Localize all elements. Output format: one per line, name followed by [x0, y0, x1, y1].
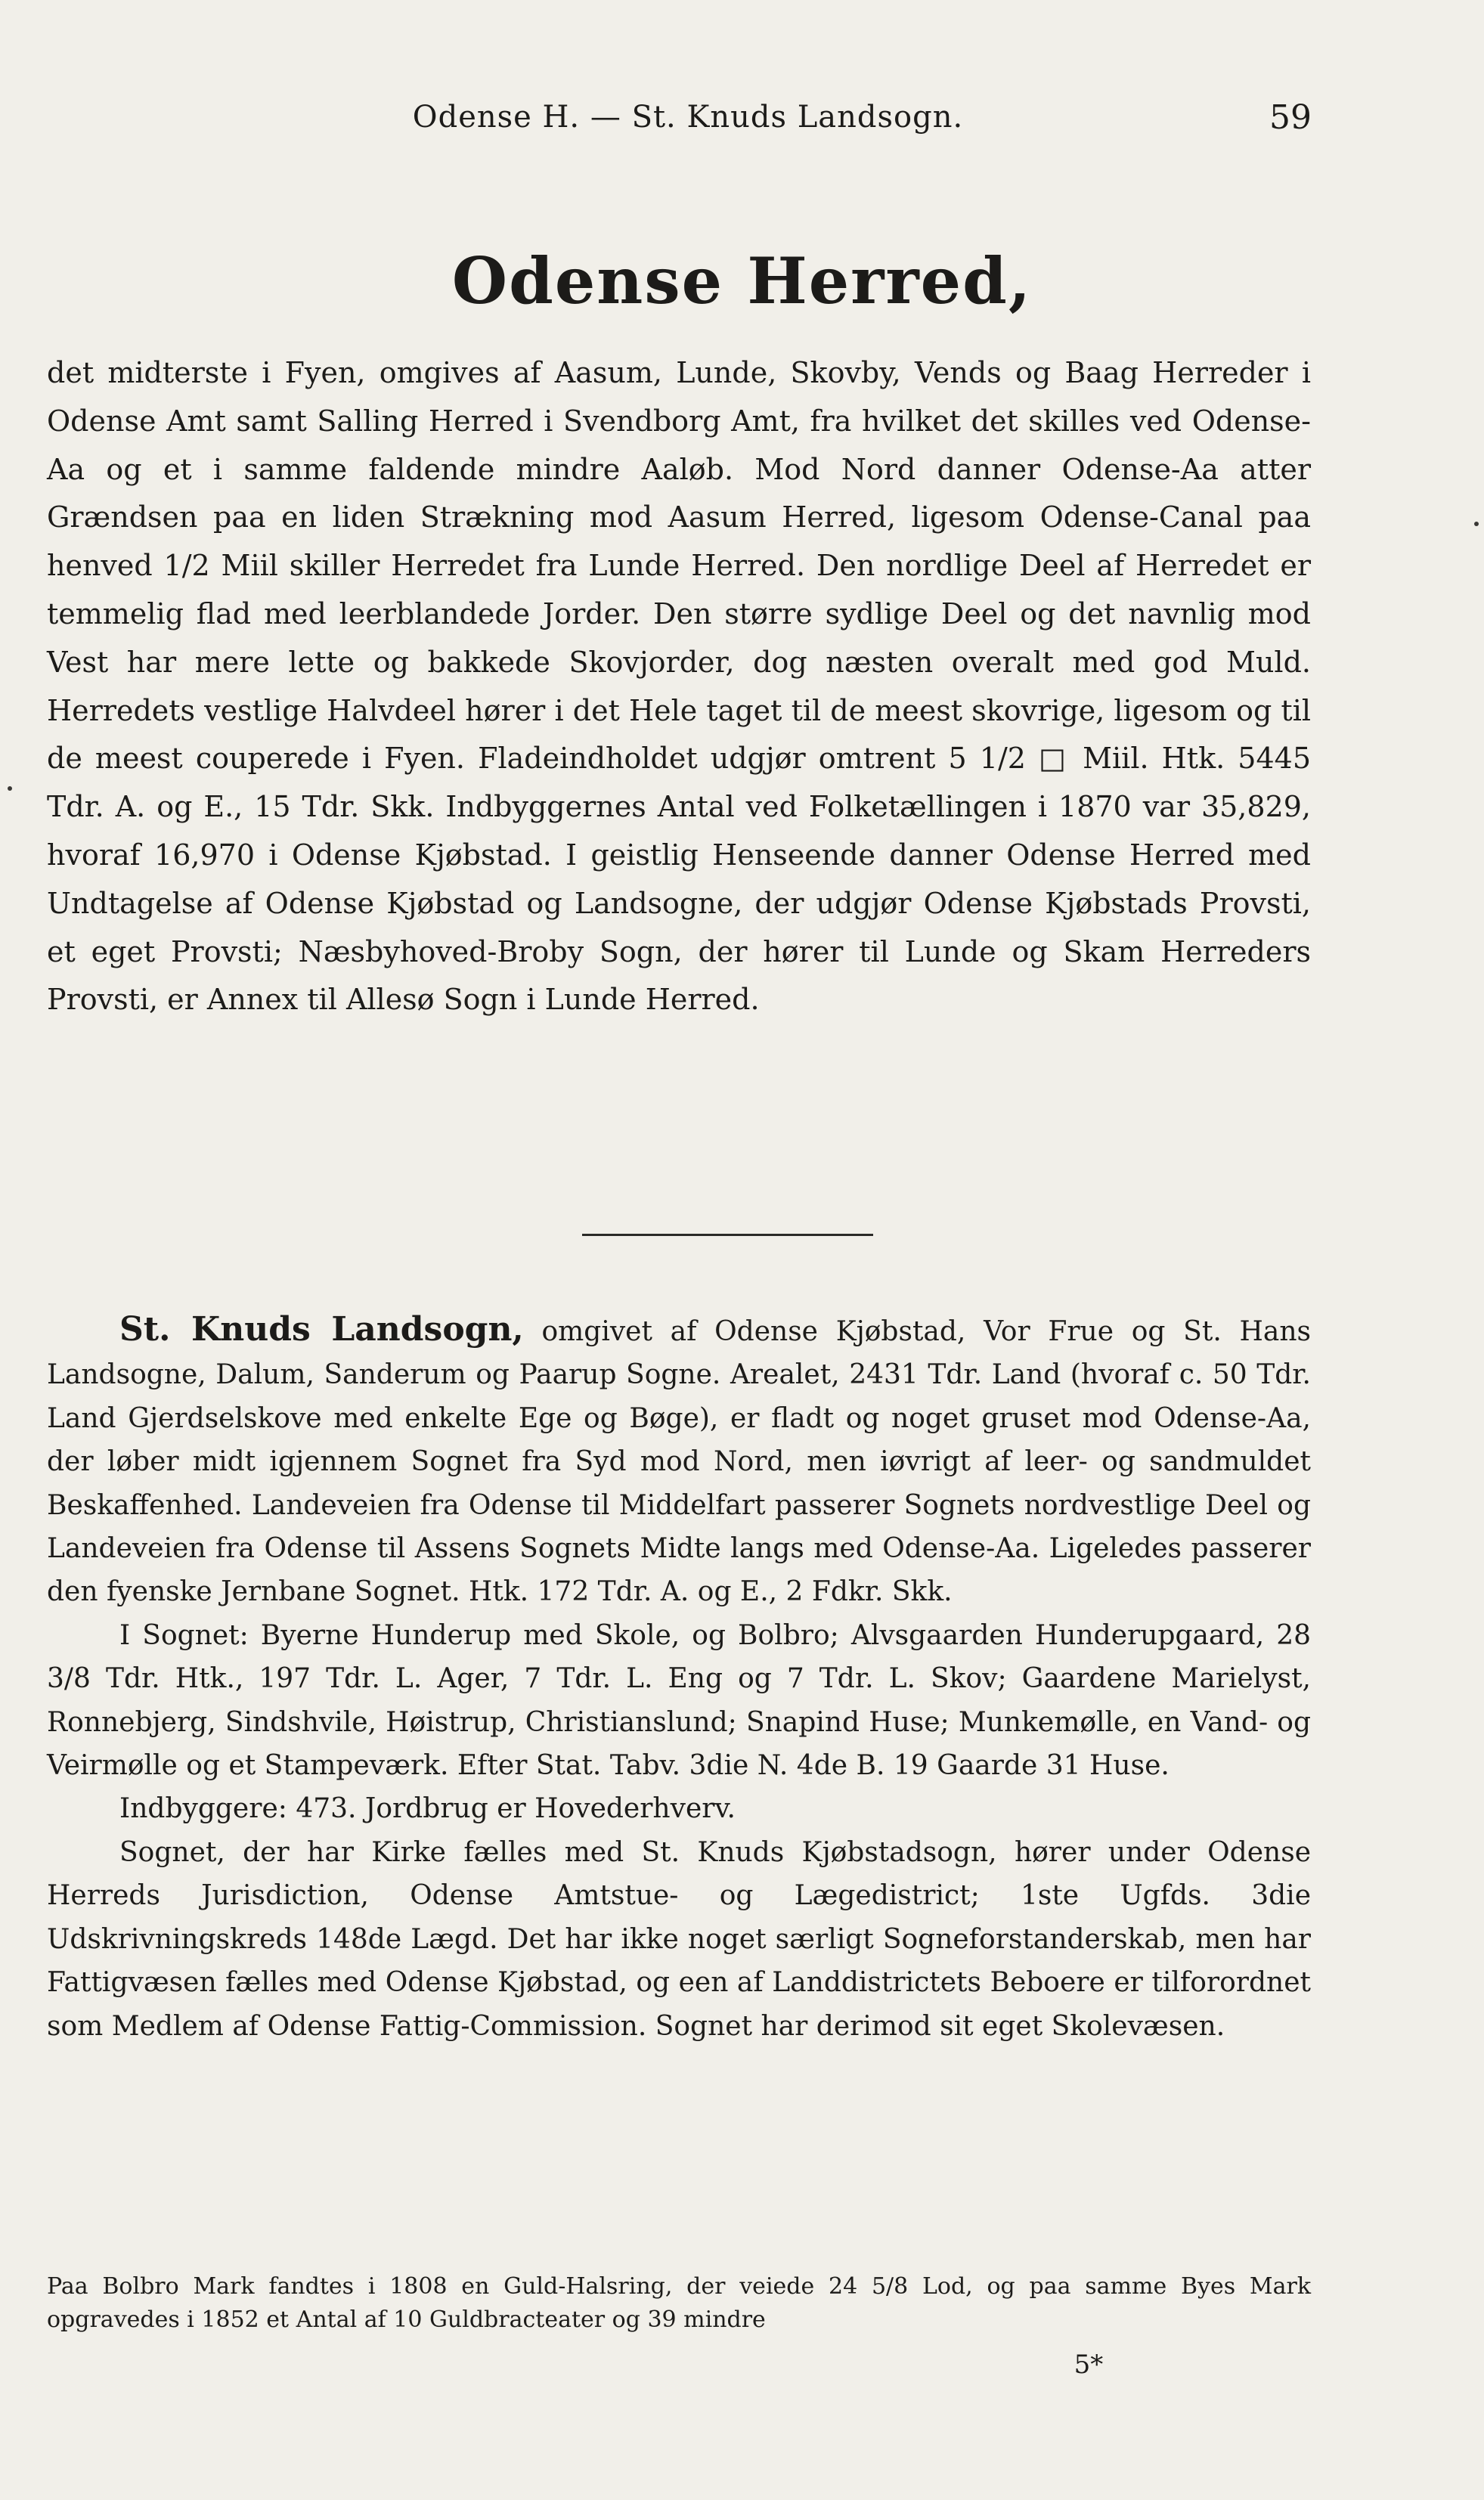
section-divider	[582, 1234, 873, 1236]
landsogn-section	[47, 1308, 1311, 2048]
landsogn-intro-paragraph	[47, 1308, 1311, 1614]
landsogn-administration-paragraph: Sognet, der har Kirke fælles med St. Knuds Kjøbstadsogn, hører under Odense Herreds Jurisdiction, Odense Amtstue- og Lægedistrict; 1ste Ugfds. 3die Udskrivningskreds 148de Lægd. Det har ikke noget særligt Sogneforstanderskab, men har Fattigvæsen fælles med Odense Kjøbstad, og een af Landdistrictets Beboere er tilforordnet som Medlem af Odense Fattig-Commission. Sognet har derimod sit eget Skolevæsen.	[47, 1836, 1311, 2042]
landsogn-places-paragraph: I Sognet: Byerne Hunderup med Skole, og Bolbro; Alvsgaarden Hunderupgaard, 28 3/8 Tdr. Htk., 197 Tdr. L. Ager, 7 Tdr. L. Eng og 7 Tdr. L. Skov; Gaardene Marielyst, Ronnebjerg, Sindshvile, Høistrup, Christianslund; Snapind Huse; Munkemølle, en Vand- og Veirmølle og et Stampeværk. Efter Stat. Tabv. 3die N. 4de B. 19 Gaarde 31 Huse.	[47, 1619, 1311, 1782]
page-number: 59	[1269, 98, 1312, 137]
landsogn-heading: St. Knuds Landsogn,	[119, 1310, 524, 1349]
paper-speck	[8, 786, 12, 791]
footnote: Paa Bolbro Mark fandtes i 1808 en Guld-Halsring, der veiede 24 5/8 Lod, og paa samme Byes Mark opgravedes i 1852 et Antal af 10 Guldbracteater og 39 mindre	[47, 2273, 1311, 2333]
printer-signature: 5*	[1073, 2350, 1104, 2380]
running-head: Odense H. — St. Knuds Landsogn.	[412, 100, 964, 135]
herred-description: det midterste i Fyen, omgives af Aasum, Lunde, Skovby, Vends og Baag Herreder i Odense Amt samt Salling Herred i Svendborg Amt, fra hvilket det skilles ved Odense-Aa og et i samme faldende mindre Aaløb. Mod Nord danner Odense-Aa atter Grændsen paa en liden Strækning mod Aasum Herred, ligesom Odense-Canal paa henved 1/2 Miil skiller Herredet fra Lunde Herred. Den nordlige Deel af Herredet er temmelig flad med leerblandede Jorder. Den større sydlige Deel og det navnlig mod Vest har mere lette og bakkede Skovjorder, dog næsten overalt med god Muld. Herredets vestlige Halvdeel hører i det Hele taget til de meest skovrige, ligesom og til de meest couperede i Fyen. Fladeindholdet udgjør omtrent 5 1/2 □ Miil. Htk. 5445 Tdr. A. og E., 15 Tdr. Skk. Indbyggernes Antal ved Folketællingen i 1870 var 35,829, hvoraf 16,970 i Odense Kjøbstad. I geistlig Henseende danner Odense Herred med Undtagelse af Odense Kjøbstad og Landsogne, der udgjør Odense Kjøbstads Provsti, et eget Provsti; Næsbyhoved-Broby Sogn, der hører til Lunde og Skam Herreders Provsti, er Annex til Allesø Sogn i Lunde Herred.	[47, 356, 1311, 1017]
landsogn-intro-text: omgivet af Odense Kjøbstad, Vor Frue og St. Hans Landsogne, Dalum, Sanderum og Paarup Sogne. Arealet, 2431 Tdr. Land (hvoraf c. 50 Tdr. Land Gjerdselskove med enkelte Ege og Bøge), er fladt og noget gruset mod Odense-Aa, der løber midt igjennem Sognet fra Syd mod Nord, men iøvrigt af leer- og sandmuldet Beskaffenhed. Landeveien fra Odense til Middelfart passerer Sognets nordvestlige Deel og Landeveien fra Odense til Assens Sognets Midte langs med Odense-Aa. Ligeledes passerer den fyenske Jernbane Sognet. Htk. 172 Tdr. A. og E., 2 Fdkr. Skk.	[47, 1316, 1311, 1608]
section-title: Odense Herred,	[451, 243, 1033, 318]
paper-speck	[1474, 522, 1479, 526]
landsogn-population-paragraph: Indbyggere: 473. Jordbrug er Hovederhverv.	[119, 1793, 736, 1825]
